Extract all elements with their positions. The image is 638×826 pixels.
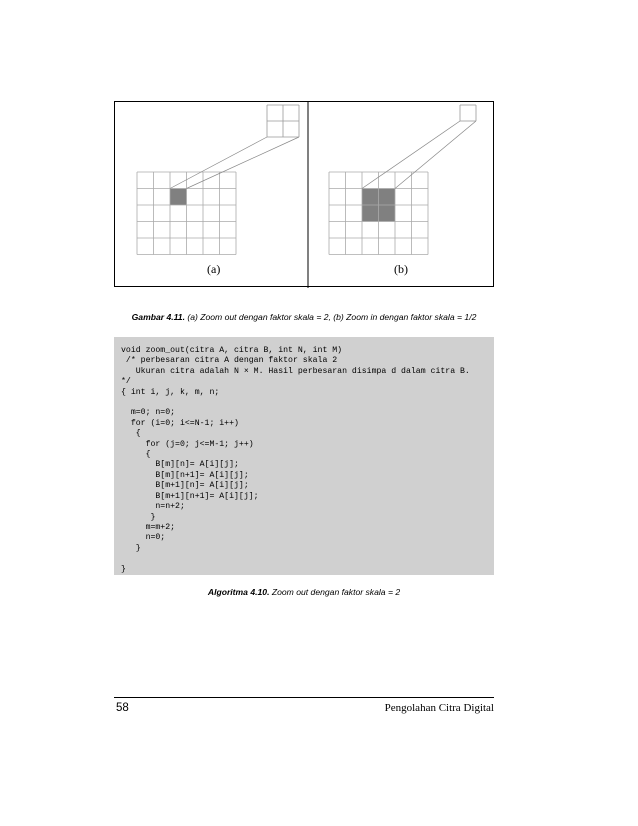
code-line: B[m+1][n]= A[i][j]; xyxy=(121,481,249,491)
code-line xyxy=(121,398,470,408)
figure-caption-text: (a) Zoom out dengan faktor skala = 2, (b) Zoom in dengan faktor skala = 1/2 xyxy=(184,312,477,322)
code-line: { int i, j, k, m, n; xyxy=(121,387,220,397)
projection-line xyxy=(395,121,476,189)
figure-caption xyxy=(114,312,494,322)
code-line: void zoom_out(citra A, citra B, int N, int M) xyxy=(121,346,343,355)
code-line: B[m][n]= A[i][j]; xyxy=(121,460,239,470)
projection-line xyxy=(170,137,267,189)
code-line: } xyxy=(121,564,126,574)
figure-box xyxy=(114,101,494,287)
shaded-pixel xyxy=(379,189,396,206)
shaded-pixel xyxy=(362,205,379,222)
footer-rule xyxy=(114,697,494,698)
code-block xyxy=(121,346,470,575)
code-line: */ xyxy=(121,377,131,387)
code-line: Ukuran citra adalah N × M. Hasil perbesaran disimpa d dalam citra B. xyxy=(121,366,470,376)
panel-label-b: (b) xyxy=(394,262,408,276)
code-line: for (j=0; j<=M-1; j++) xyxy=(121,439,254,449)
figure-illustration xyxy=(115,102,495,288)
panel-label-a: (a) xyxy=(207,262,221,276)
code-line: /* perbesaran citra A dengan faktor skala 2 xyxy=(121,356,338,366)
code-line: for (i=0; i<=N-1; i++) xyxy=(121,418,239,428)
code-line: m=m+2; xyxy=(121,522,176,532)
code-line: } xyxy=(121,512,156,522)
code-line: B[m][n+1]= A[i][j]; xyxy=(121,470,249,480)
code-line: n=0; xyxy=(121,533,166,543)
shaded-pixel xyxy=(362,189,379,206)
page-number: 58 xyxy=(116,702,129,714)
code-line: { xyxy=(121,450,151,460)
code-line: { xyxy=(121,429,141,439)
book-title: Pengolahan Citra Digital xyxy=(384,702,494,714)
algorithm-caption-label: Algoritma 4.10. xyxy=(207,587,270,597)
projection-line xyxy=(187,137,300,189)
figure-caption-label: Gambar 4.11. xyxy=(131,312,185,322)
code-line: B[m+1][n+1]= A[i][j]; xyxy=(121,491,259,501)
algorithm-caption-text: Zoom out dengan faktor skala = 2 xyxy=(269,587,401,597)
code-line: n=n+2; xyxy=(121,502,185,512)
code-line: } xyxy=(121,543,141,553)
code-line xyxy=(121,554,470,564)
code-line: m=0; n=0; xyxy=(121,408,176,418)
projection-line xyxy=(362,121,460,189)
shaded-pixel xyxy=(379,205,396,222)
shaded-pixel xyxy=(170,189,187,206)
algorithm-caption xyxy=(114,587,494,597)
code-listing xyxy=(114,337,494,575)
